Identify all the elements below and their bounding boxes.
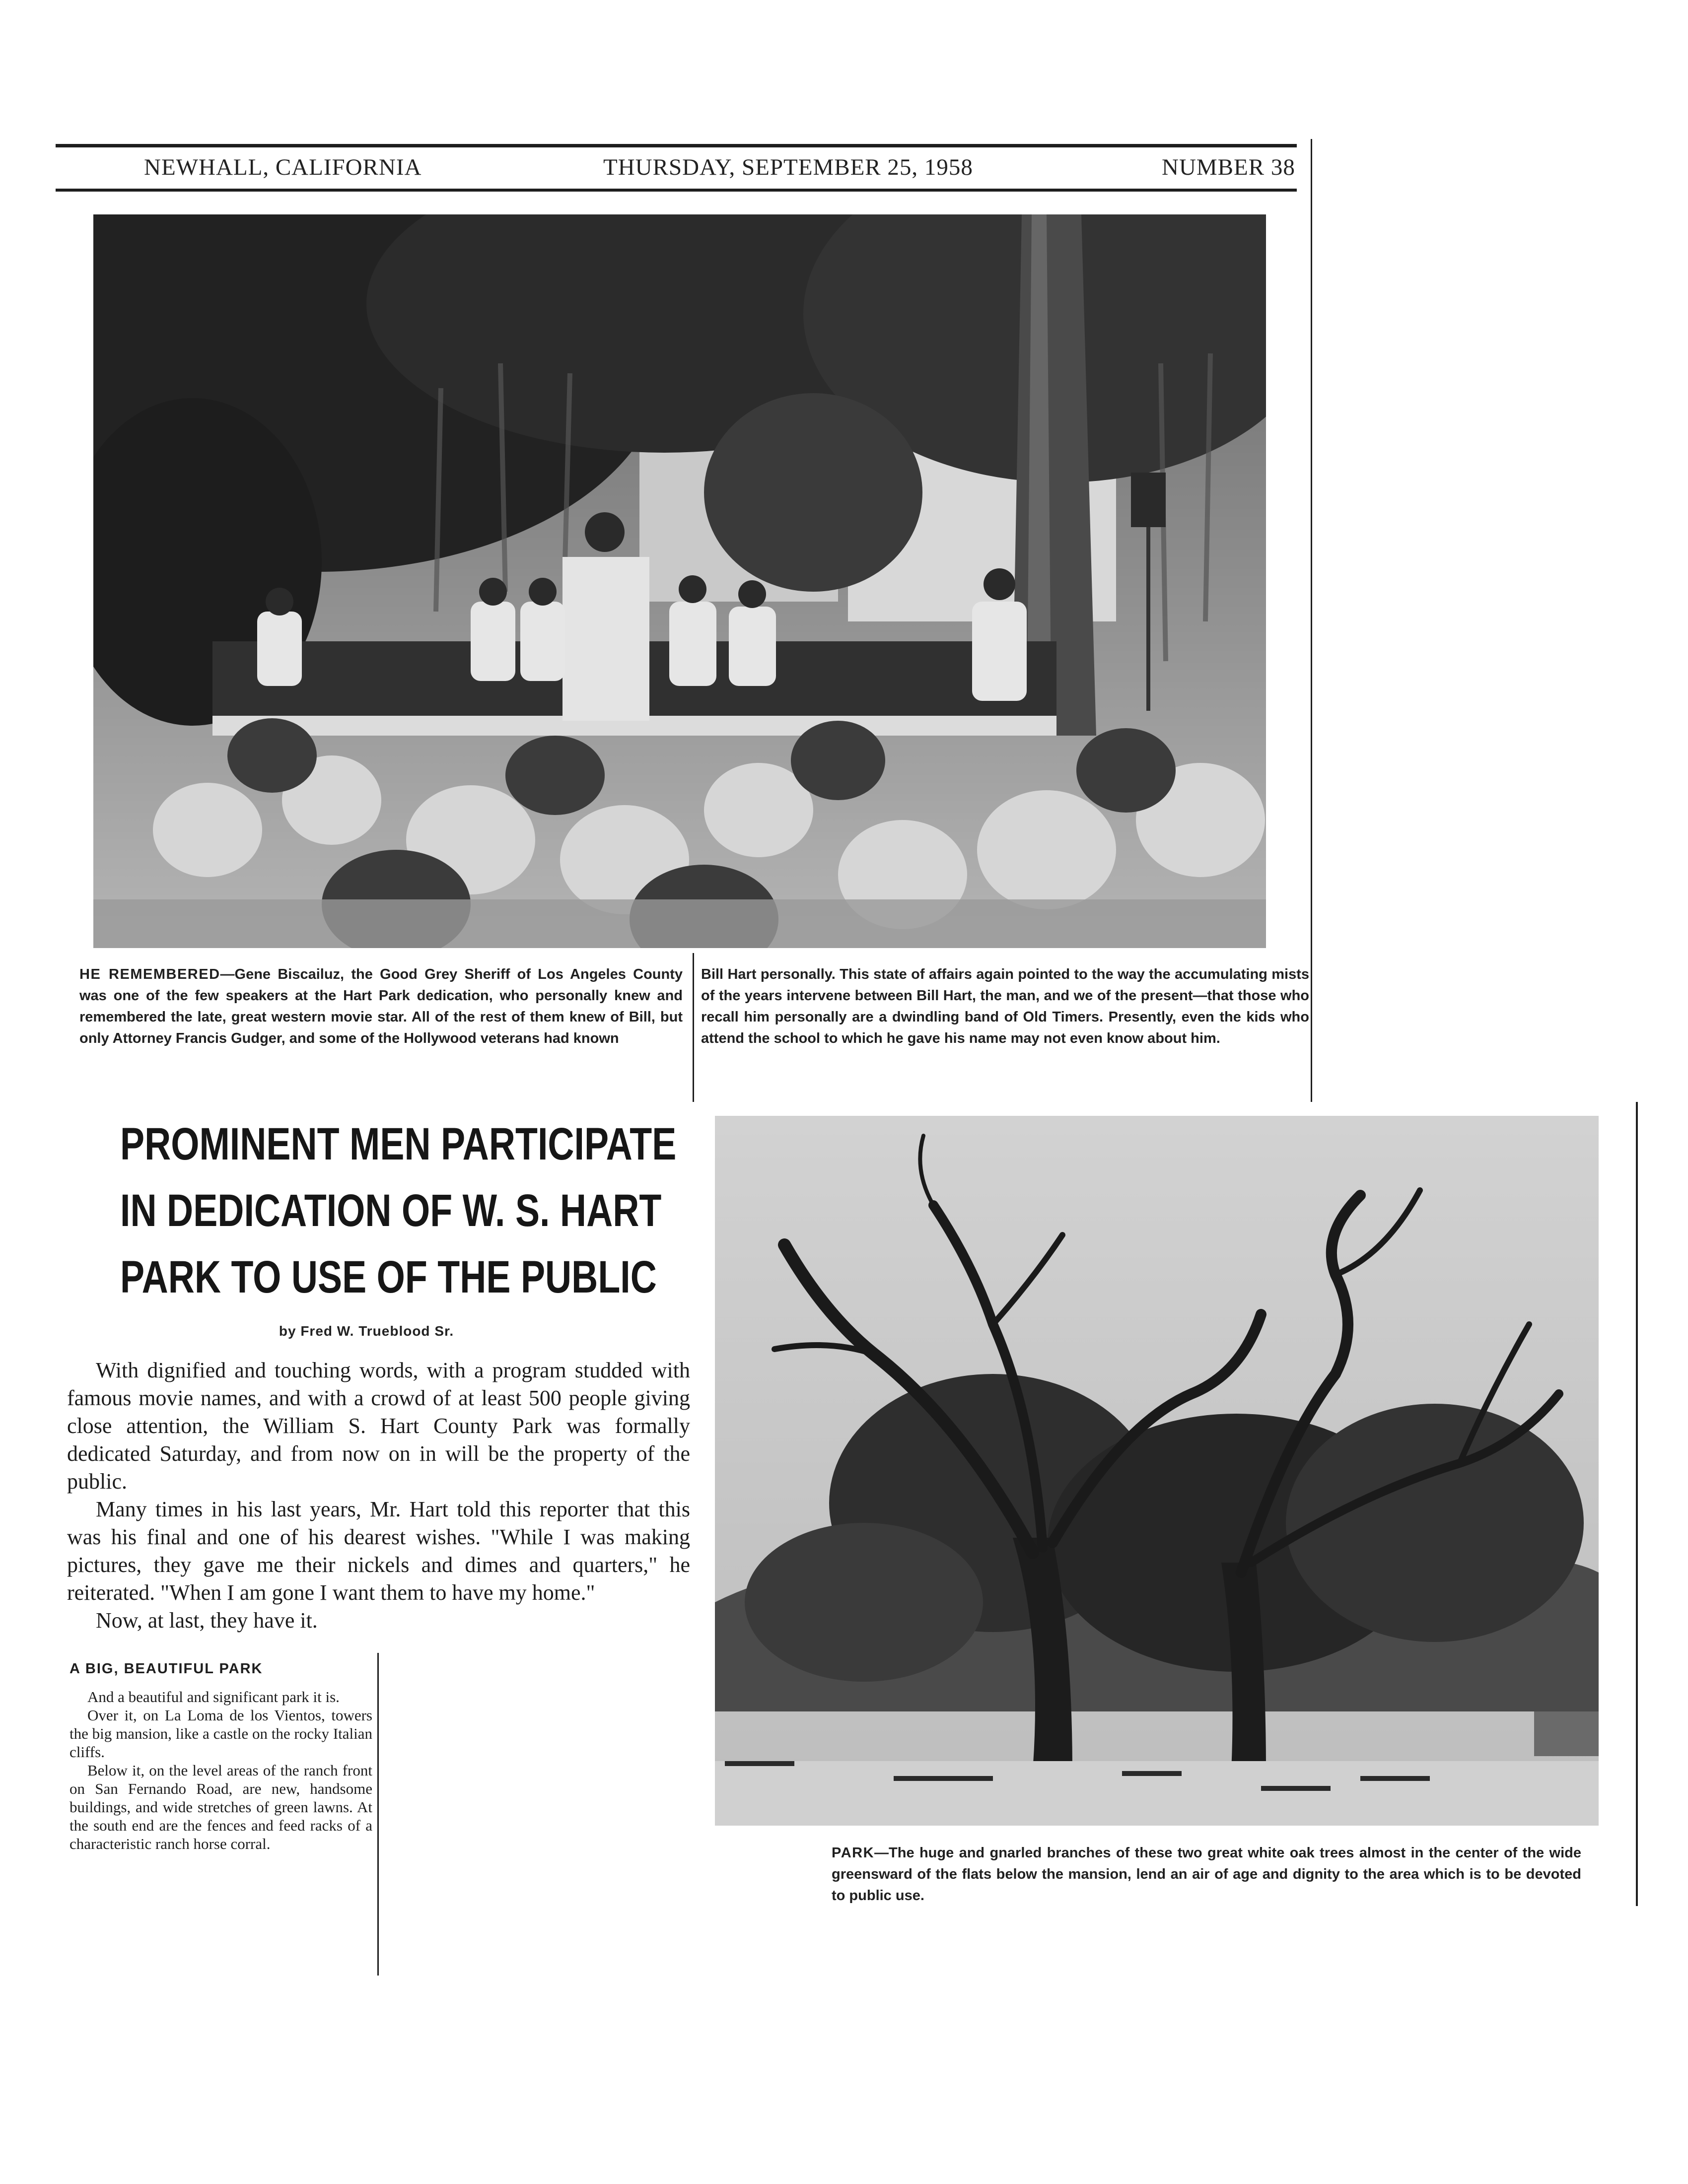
- park-paragraph: Below it, on the level areas of the ranch front on San Fernando Road, are new, handsome buildings, and wide stretches of green lawns. At the south end are the fences and feed racks of a characteristic ranch horse corral.: [70, 1762, 372, 1852]
- dedication-ceremony-photo: [93, 214, 1266, 948]
- oak-trees-photo: [715, 1116, 1599, 1826]
- section-subhead: A BIG, BEAUTIFUL PARK: [70, 1661, 263, 1677]
- article-paragraph: Now, at last, they have it.: [96, 1608, 318, 1633]
- article-headline: [120, 1111, 677, 1310]
- article-body: [67, 1357, 690, 1635]
- masthead-date: THURSDAY, SEPTEMBER 25, 1958: [603, 154, 973, 180]
- oak-trees-caption: [832, 1843, 1581, 1907]
- headline-line-2: IN DEDICATION OF W. S. HART: [120, 1185, 662, 1236]
- park-paragraph: Over it, on La Loma de los Vientos, towers the big mansion, like a castle on the rocky Italian cliffs.: [70, 1706, 372, 1761]
- headline-line-3: PARK TO USE OF THE PUBLIC: [120, 1252, 657, 1302]
- oak-caption-lead: PARK: [832, 1845, 875, 1861]
- masthead-bottom-rule: [56, 189, 1297, 192]
- park-description: [70, 1688, 372, 1853]
- oak-caption-text: —The huge and gnarled branches of these two great white oak trees almost in the center of the wide greensward of the flats below the mansion, lend an air of age and dignity to the area which is to be devoted to public use.: [832, 1845, 1581, 1904]
- ceremony-caption-lead: HE REMEMBERED: [79, 966, 220, 982]
- narrow-column-rule: [377, 1653, 379, 1976]
- park-paragraph: And a beautiful and significant park it is.: [87, 1688, 340, 1706]
- caption-column-rule: [693, 953, 694, 1102]
- article-byline: by Fred W. Trueblood Sr.: [279, 1323, 454, 1339]
- ceremony-caption-left: [79, 964, 683, 1049]
- article-paragraph: Many times in his last years, Mr. Hart told this reporter that this was his final and one of his dearest wishes. "While I was making pictures, they gave me their nickels and dimes and quarters," he reiterated. "When I am gone I want them to have my home.": [67, 1497, 690, 1605]
- ceremony-caption-text: —Gene Biscailuz, the Good Grey Sheriff of Los Angeles County was one of the few speakers at the Hart Park dedication, who personally knew and remembered the late, great western movie star. All of the rest of them knew of Bill, but only Attorney Francis Gudger, and some of the Hollywood veterans had known: [79, 966, 683, 1046]
- headline-line-1: PROMINENT MEN PARTICIPATE: [120, 1119, 677, 1169]
- masthead-top-rule: [56, 144, 1297, 147]
- masthead-number: NUMBER 38: [1162, 154, 1295, 180]
- ceremony-caption-right: Bill Hart personally. This state of affairs again pointed to the way the accumulating mists of the years intervene between Bill Hart, the man, and we of the present—that those who recall him personally are a dwindling band of Old Timers. Presently, even the kids who attend the school to which he gave his name may not even know about him.: [701, 966, 1309, 1046]
- photo-frame-rule: [1636, 1102, 1638, 1906]
- masthead-location: NEWHALL, CALIFORNIA: [144, 154, 422, 180]
- masthead-edge-rule: [1311, 139, 1312, 1102]
- article-paragraph: With dignified and touching words, with a program studded with famous movie names, and with a crowd of at least 500 people giving close attention, the William S. Hart County Park was formally dedicated Saturday, and from now on in will be the property of the public.: [67, 1358, 690, 1494]
